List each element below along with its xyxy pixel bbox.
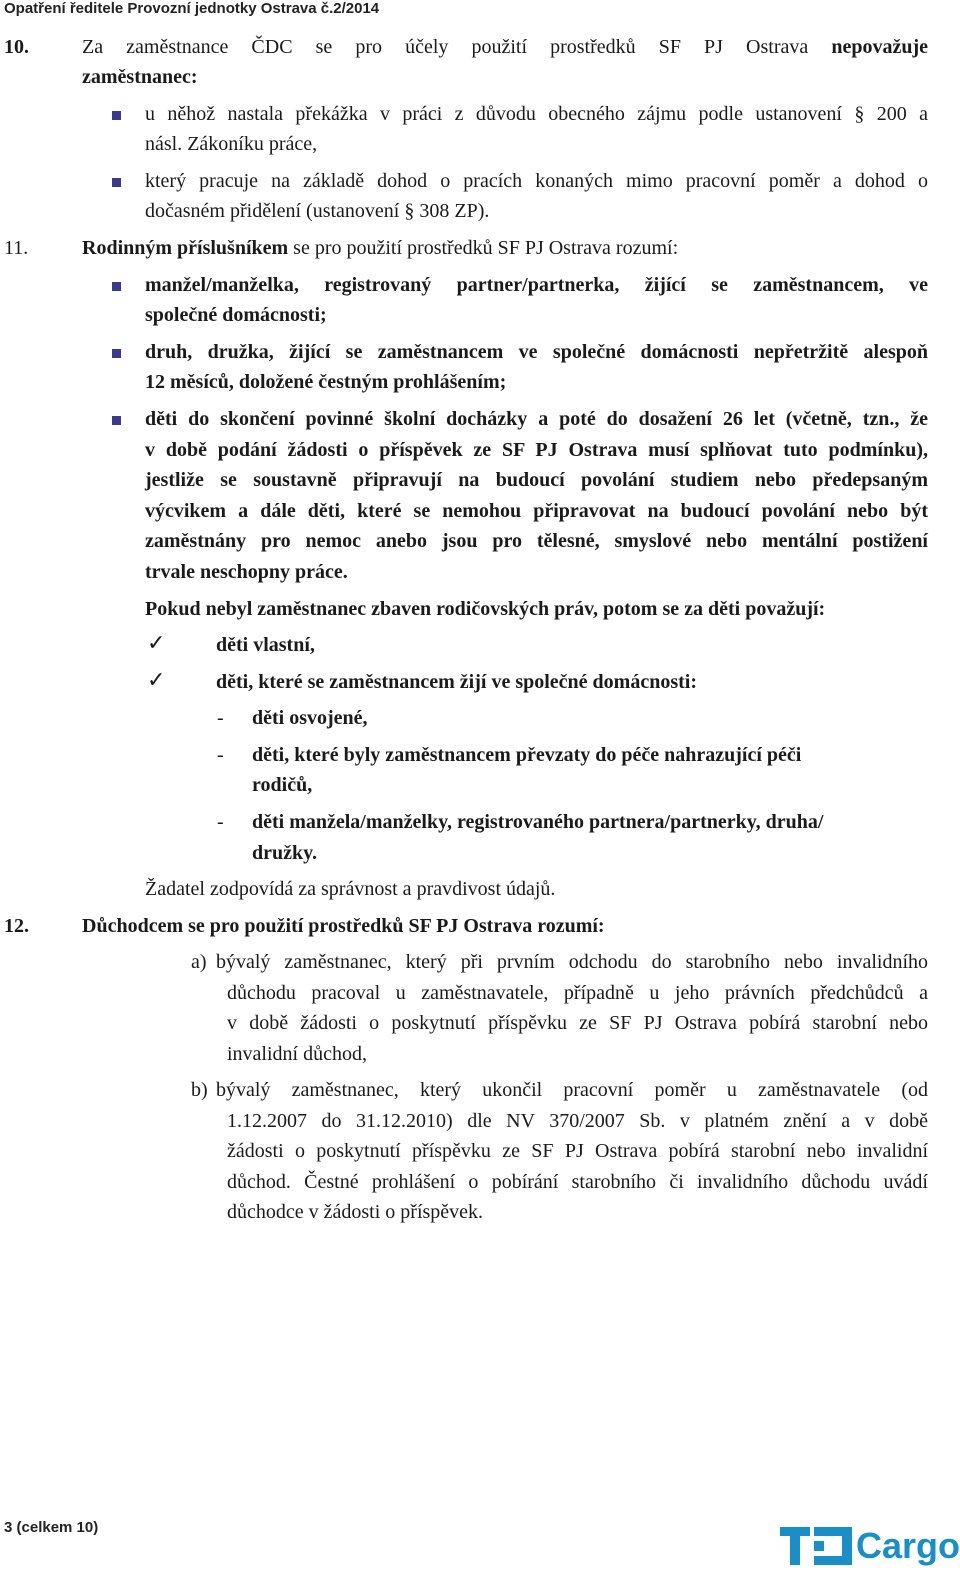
cd-cargo-logo (780, 1525, 960, 1567)
list-item-line: druh, družka, žijící se zaměstnancem ve společné domácnosti nepřetržitě alespoň (145, 341, 928, 363)
checkmark-icon: ✓ (147, 631, 166, 656)
section-number: 12. (4, 915, 29, 937)
paragraph-pokud: Pokud nebyl zaměstnanec zbaven rodičovských práv, potom se za děti považují: (145, 598, 826, 620)
item-line: důchodu pracoval u zaměstnavatele, případně u jeho právních předchůdců a (227, 982, 928, 1004)
list-item-line: který pracuje na základě dohod o pracích konaných mimo pracovní poměr a dohod o (145, 170, 928, 192)
list-item-line: výcvikem a dále děti, které se nemohou připravovat na budoucí povolání nebo být (145, 500, 928, 522)
item-line: v době žádosti o poskytnutí příspěvku ze SF PJ Ostrava pobírá starobní nebo (227, 1012, 928, 1034)
item-line: žádosti o poskytnutí příspěvku ze SF PJ Ostrava pobírá starobní nebo invalidní (227, 1140, 928, 1162)
bullet-square-icon (112, 282, 121, 291)
item-line: bývalý zaměstnanec, který při prvním odchodu do starobního nebo invalidního (216, 951, 928, 973)
item-line: bývalý zaměstnanec, který ukončil pracovní poměr u zaměstnavatele (od (216, 1079, 928, 1101)
list-item-line: trvale neschopny práce. (145, 561, 348, 583)
item-line: invalidní důchod, (227, 1043, 367, 1065)
intro-rest: se pro použití prostředků SF PJ Ostrava rozumí: (288, 237, 679, 259)
dash-bullet: - (217, 811, 224, 833)
dash-bullet: - (217, 744, 224, 766)
bullet-square-icon (112, 111, 121, 120)
bullet-square-icon (112, 349, 121, 358)
list-item-line: 12 měsíců, doložené čestným prohlášením; (145, 371, 507, 393)
item-label: a) (191, 951, 207, 973)
dash-item: děti osvojené, (252, 707, 368, 729)
check-item: děti, které se zaměstnancem žijí ve společné domácnosti: (216, 671, 697, 693)
list-item-line: zaměstnány pro nemoc anebo jsou pro tělesné, smyslové nebo mentální postižení (145, 530, 928, 552)
bullet-square-icon (112, 178, 121, 187)
dash-item: děti, které byly zaměstnancem převzaty do péče nahrazující péči (252, 744, 802, 766)
document-header: Opatření ředitele Provozní jednotky Ostrava č.2/2014 (4, 0, 380, 17)
intro-text-part: Za zaměstnance ČDC se pro účely použití prostředků SF PJ Ostrava nepovažuje (82, 36, 928, 58)
checkmark-icon: ✓ (147, 668, 166, 693)
list-item-line: násl. Zákoníku práce, (145, 133, 318, 155)
item-line: důchodce v žádosti o příspěvek. (227, 1201, 484, 1223)
list-item-line: jestliže se soustavně připravují na budoucí povolání studiem nebo předepsaným (145, 469, 928, 491)
list-item-line: u něhož nastala překážka v práci z důvodu obecného zájmu podle ustanovení § 200 a (145, 103, 928, 125)
item-line: 1.12.2007 do 31.12.2010) dle NV 370/2007 Sb. v platném znění a v době (227, 1110, 928, 1132)
section-intro-cont: zaměstnanec: (82, 66, 198, 88)
logo-text: Cargo (856, 1525, 960, 1566)
section-intro: Důchodcem se pro použití prostředků SF PJ Ostrava rozumí: (82, 915, 605, 937)
dash-item: družky. (252, 842, 318, 864)
paragraph-zadatel: Žadatel zodpovídá za správnost a pravdivost údajů. (145, 878, 556, 900)
page-number: 3 (celkem 10) (4, 1519, 99, 1536)
list-item-line: dočasném přidělení (ustanovení § 308 ZP). (145, 200, 490, 222)
section-number: 10. (4, 36, 29, 58)
bullet-square-icon (112, 416, 121, 425)
intro-bold: Rodinným příslušníkem (82, 237, 289, 259)
section-number: 11. (4, 237, 29, 259)
list-item-line: manžel/manželka, registrovaný partner/partnerka, žijící se zaměstnancem, ve (145, 274, 928, 296)
cd-logo-icon (780, 1527, 854, 1567)
section-intro (82, 32, 928, 62)
dash-bullet: - (217, 707, 224, 729)
check-item: děti vlastní, (216, 634, 315, 656)
list-item-line: v době podání žádosti o příspěvek ze SF PJ Ostrava musí splňovat tuto podmínku), (145, 439, 928, 461)
list-item-line: děti do skončení povinné školní docházky a poté do dosažení 26 let (včetně, tzn., že (145, 408, 928, 430)
item-line: důchod. Čestné prohlášení o pobírání starobního či invalidního důchodu uvádí (227, 1171, 928, 1193)
list-item-line: společné domácnosti; (145, 304, 327, 326)
item-label: b) (191, 1079, 208, 1101)
dash-item: děti manžela/manželky, registrovaného partnera/partnerky, druha/ (252, 811, 824, 833)
dash-item: rodičů, (252, 774, 313, 796)
section-intro (82, 233, 678, 263)
